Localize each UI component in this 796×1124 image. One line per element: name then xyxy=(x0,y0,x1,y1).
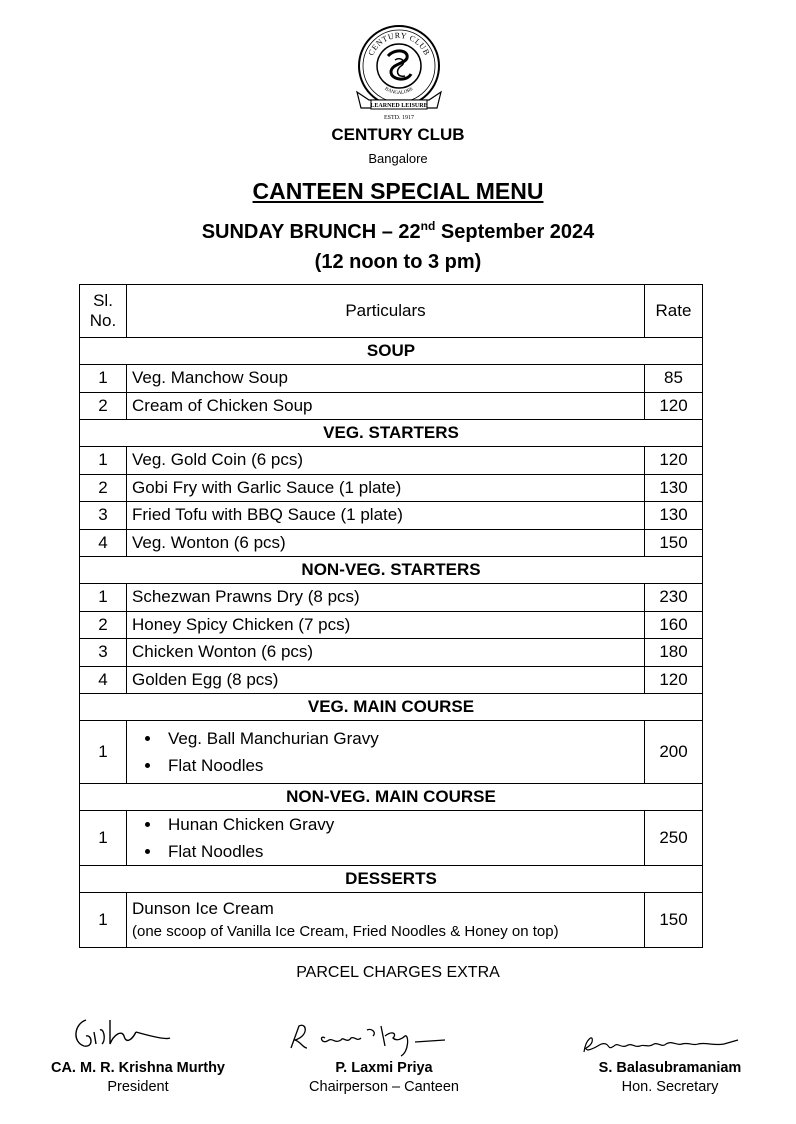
menu-title: CANTEEN SPECIAL MENU xyxy=(252,178,544,204)
club-city: Bangalore xyxy=(368,151,428,166)
item-no: 3 xyxy=(80,639,127,667)
section-title: SOUP xyxy=(80,338,703,365)
section-title: DESSERTS xyxy=(80,866,703,893)
item-no: 4 xyxy=(80,529,127,557)
item-dessert xyxy=(127,893,645,948)
table-row xyxy=(80,611,703,639)
parcel-note: PARCEL CHARGES EXTRA xyxy=(296,964,500,981)
item-name: Dunson Ice Cream xyxy=(132,899,274,918)
section-title: NON-VEG. MAIN COURSE xyxy=(80,784,703,811)
item-name: Veg. Gold Coin (6 pcs) xyxy=(127,447,645,475)
subtitle-suffix: September 2024 xyxy=(435,221,595,243)
item-name: Veg. Wonton (6 pcs) xyxy=(127,529,645,557)
signatory-role-chairperson: Chairperson – Canteen xyxy=(309,1079,459,1095)
item-no: 2 xyxy=(80,392,127,420)
signature-secretary xyxy=(578,1028,748,1058)
combo-line: • Flat Noodles xyxy=(162,752,639,779)
item-rate: 150 xyxy=(645,529,703,557)
item-rate: 150 xyxy=(645,893,703,948)
item-combo xyxy=(127,721,645,784)
section-title: VEG. MAIN COURSE xyxy=(80,694,703,721)
item-rate: 120 xyxy=(645,447,703,475)
menu-time: (12 noon to 3 pm) xyxy=(314,251,482,273)
club-name: CENTURY CLUB xyxy=(331,125,465,144)
menu-table xyxy=(79,284,703,948)
table-row xyxy=(80,584,703,612)
signature-president xyxy=(70,1010,180,1056)
table-row xyxy=(80,447,703,475)
section-title: VEG. STARTERS xyxy=(80,420,703,447)
item-name: Honey Spicy Chicken (7 pcs) xyxy=(127,611,645,639)
item-rate: 120 xyxy=(645,392,703,420)
item-rate: 130 xyxy=(645,474,703,502)
item-no: 1 xyxy=(80,811,127,866)
table-header-row xyxy=(80,285,703,338)
signatory-name-president: CA. M. R. Krishna Murthy xyxy=(50,1060,225,1076)
section-row-soup xyxy=(80,338,703,365)
table-row xyxy=(80,392,703,420)
item-rate: 200 xyxy=(645,721,703,784)
combo-line: • Hunan Chicken Gravy xyxy=(162,811,639,838)
section-title: NON-VEG. STARTERS xyxy=(80,557,703,584)
item-note: (one scoop of Vanilla Ice Cream, Fried Noodles & Honey on top) xyxy=(132,923,559,940)
item-name: Schezwan Prawns Dry (8 pcs) xyxy=(127,584,645,612)
header-sl-line1: Sl. xyxy=(93,291,113,310)
signatory-name-chairperson: P. Laxmi Priya xyxy=(335,1060,433,1076)
item-name: Cream of Chicken Soup xyxy=(127,392,645,420)
section-row-nonveg-starters xyxy=(80,557,703,584)
table-row xyxy=(80,365,703,393)
logo-top-text: CENTURY CLUB xyxy=(366,30,432,57)
item-no: 1 xyxy=(80,447,127,475)
item-no: 1 xyxy=(80,721,127,784)
section-row-desserts xyxy=(80,866,703,893)
item-name: Chicken Wonton (6 pcs) xyxy=(127,639,645,667)
club-logo xyxy=(351,20,447,124)
item-no: 4 xyxy=(80,666,127,694)
item-name: Gobi Fry with Garlic Sauce (1 plate) xyxy=(127,474,645,502)
subtitle-sup: nd xyxy=(420,219,436,233)
item-combo xyxy=(127,811,645,866)
item-no: 1 xyxy=(80,584,127,612)
table-row xyxy=(80,666,703,694)
section-row-nonveg-main xyxy=(80,784,703,811)
header-sl-no xyxy=(80,285,127,338)
table-row xyxy=(80,502,703,530)
table-row xyxy=(80,529,703,557)
subtitle-prefix: SUNDAY BRUNCH – 22 xyxy=(201,221,421,243)
logo-motto: LEARNED LEISURE xyxy=(370,103,428,109)
item-rate: 250 xyxy=(645,811,703,866)
signatory-name-secretary: S. Balasubramaniam xyxy=(598,1060,742,1076)
menu-subtitle xyxy=(0,219,796,244)
signatory-role-secretary: Hon. Secretary xyxy=(621,1079,719,1095)
item-rate: 120 xyxy=(645,666,703,694)
item-rate: 160 xyxy=(645,611,703,639)
combo-line: • Flat Noodles xyxy=(162,838,639,865)
table-row xyxy=(80,811,703,866)
item-no: 2 xyxy=(80,611,127,639)
logo-estd: ESTD. 1917 xyxy=(384,115,414,121)
table-row xyxy=(80,721,703,784)
header-particulars: Particulars xyxy=(127,285,645,338)
item-no: 3 xyxy=(80,502,127,530)
item-no: 1 xyxy=(80,893,127,948)
item-name: Fried Tofu with BBQ Sauce (1 plate) xyxy=(127,502,645,530)
section-row-veg-main xyxy=(80,694,703,721)
signatory-role-president: President xyxy=(107,1079,169,1095)
item-no: 1 xyxy=(80,365,127,393)
signature-chairperson xyxy=(285,1018,455,1058)
section-row-veg-starters xyxy=(80,420,703,447)
table-row xyxy=(80,474,703,502)
combo-line: • Veg. Ball Manchurian Gravy xyxy=(162,725,639,752)
item-name: Golden Egg (8 pcs) xyxy=(127,666,645,694)
item-rate: 180 xyxy=(645,639,703,667)
header-rate: Rate xyxy=(645,285,703,338)
item-name: Veg. Manchow Soup xyxy=(127,365,645,393)
logo-bottom-text: BANGALORE xyxy=(383,86,415,97)
item-rate: 130 xyxy=(645,502,703,530)
table-row xyxy=(80,639,703,667)
item-rate: 230 xyxy=(645,584,703,612)
header-sl-line2: No. xyxy=(89,311,117,330)
item-rate: 85 xyxy=(645,365,703,393)
table-row xyxy=(80,893,703,948)
item-no: 2 xyxy=(80,474,127,502)
